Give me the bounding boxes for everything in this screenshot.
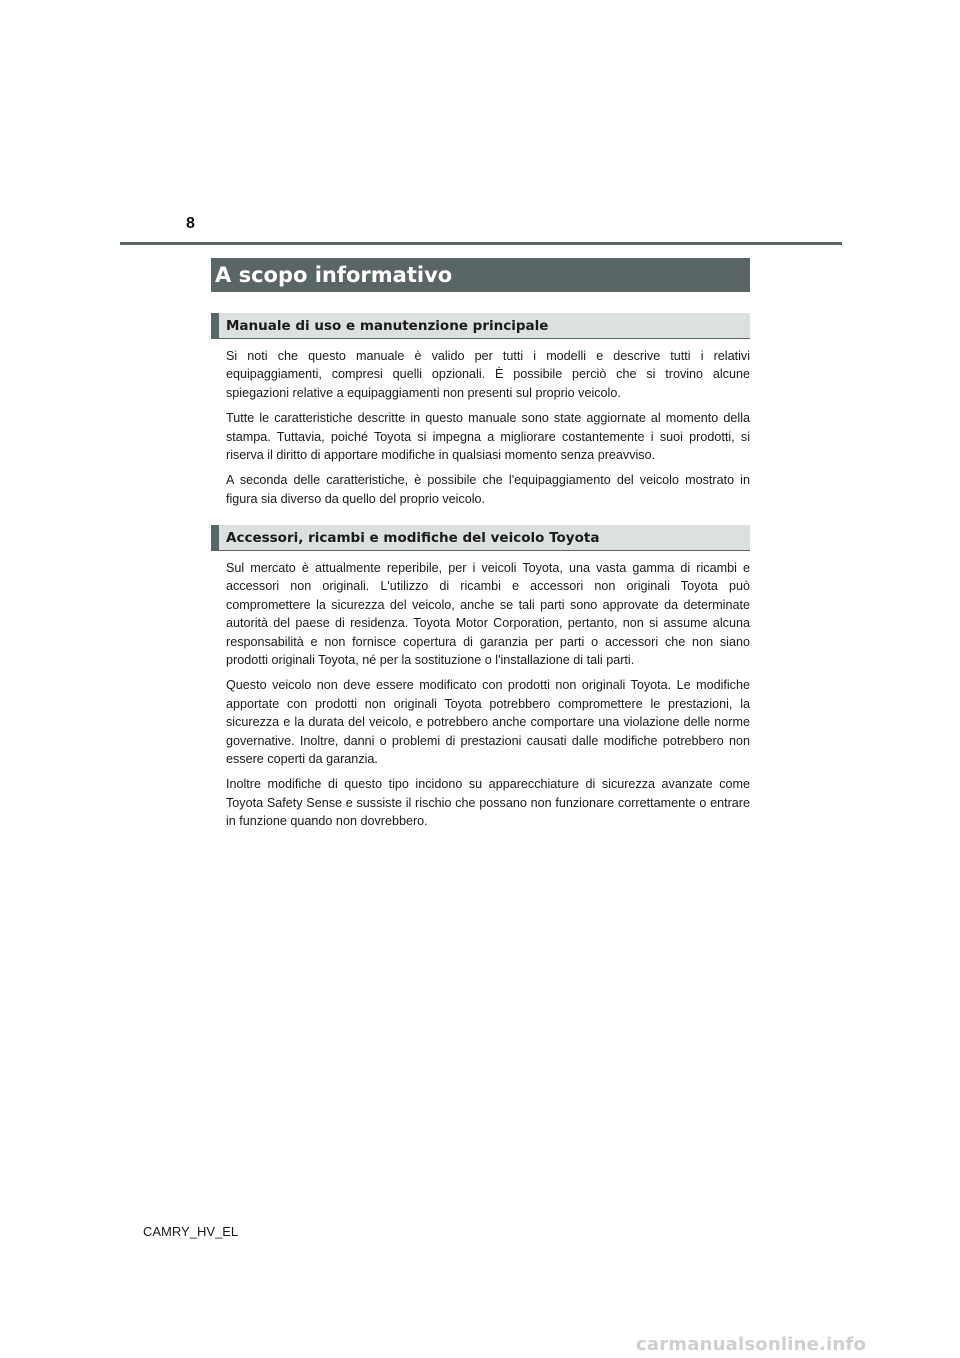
section-body [211,551,750,831]
paragraph: Si noti che questo manuale è valido per tutti i modelli e descrive tutti i relativi equipaggiamenti, compresi quelli opzionali. È possibile perciò che si trovino alcune spiegazioni relative a equipaggiamenti non presenti sul proprio veicolo. [226,349,750,400]
section-heading-label: Manuale di uso e manutenzione principale [226,318,549,334]
top-rule [120,242,842,245]
section-main-manual [211,313,750,515]
paragraph: Questo veicolo non deve essere modificato con prodotti non originali Toyota. Le modifiche apportate con prodotti non originali Toyota potrebbero compromettere le prestazioni, la sicurezza e la durata del veicolo, e potrebbero anche comportare una violazione delle norme governative. Inoltre, danni o problemi di prestazioni causati dalle modifiche potrebbero non essere coperti da garanzia. [226,678,750,767]
paragraph: Sul mercato è attualmente reperibile, per i veicoli Toyota, una vasta gamma di ricambi e accessori non originali. L'utilizzo di ricambi e accessori non originali Toyota può compromettere la sicurezza del veicolo, anche se tali parti sono approvate da determinate autorità del paese di residenza. Toyota Motor Corporation, pertanto, non si assume alcuna responsabilità e non fornisce copertura di garanzia per parti o accessori che non siano prodotti originali Toyota, né per la sostituzione o l'installazione di tali parti. [226,561,750,668]
paragraph: A seconda delle caratteristiche, è possibile che l'equipaggiamento del veicolo mostrato in figura sia diverso da quello del proprio veicolo. [226,473,750,506]
section-body [211,339,750,508]
section-accessories [211,525,750,838]
paragraph: Tutte le caratteristiche descritte in questo manuale sono state aggiornate al momento della stampa. Tuttavia, poiché Toyota si impegna a migliorare costantemente i suoi prodotti, si riserva il diritto di apportare modifiche in qualsiasi momento senza preavviso. [226,411,750,463]
watermark: carmanualsonline.info [636,1334,867,1355]
paragraph: Inoltre modifiche di questo tipo incidono su apparecchiature di sicurezza avanzate come Toyota Safety Sense e sussiste il rischio che possano non funzionare correttamente o entrare in funzione quando non dovrebbero. [226,777,750,829]
footer-code: CAMRY_HV_EL [143,1224,239,1239]
section-heading-label: Accessori, ricambi e modifiche del veicolo Toyota [226,530,600,546]
section-heading [211,525,750,551]
heading-bar [211,525,219,550]
section-heading [211,313,750,339]
heading-bar [211,313,219,338]
page-number: 8 [186,215,195,232]
page-title: A scopo informativo [211,258,750,292]
